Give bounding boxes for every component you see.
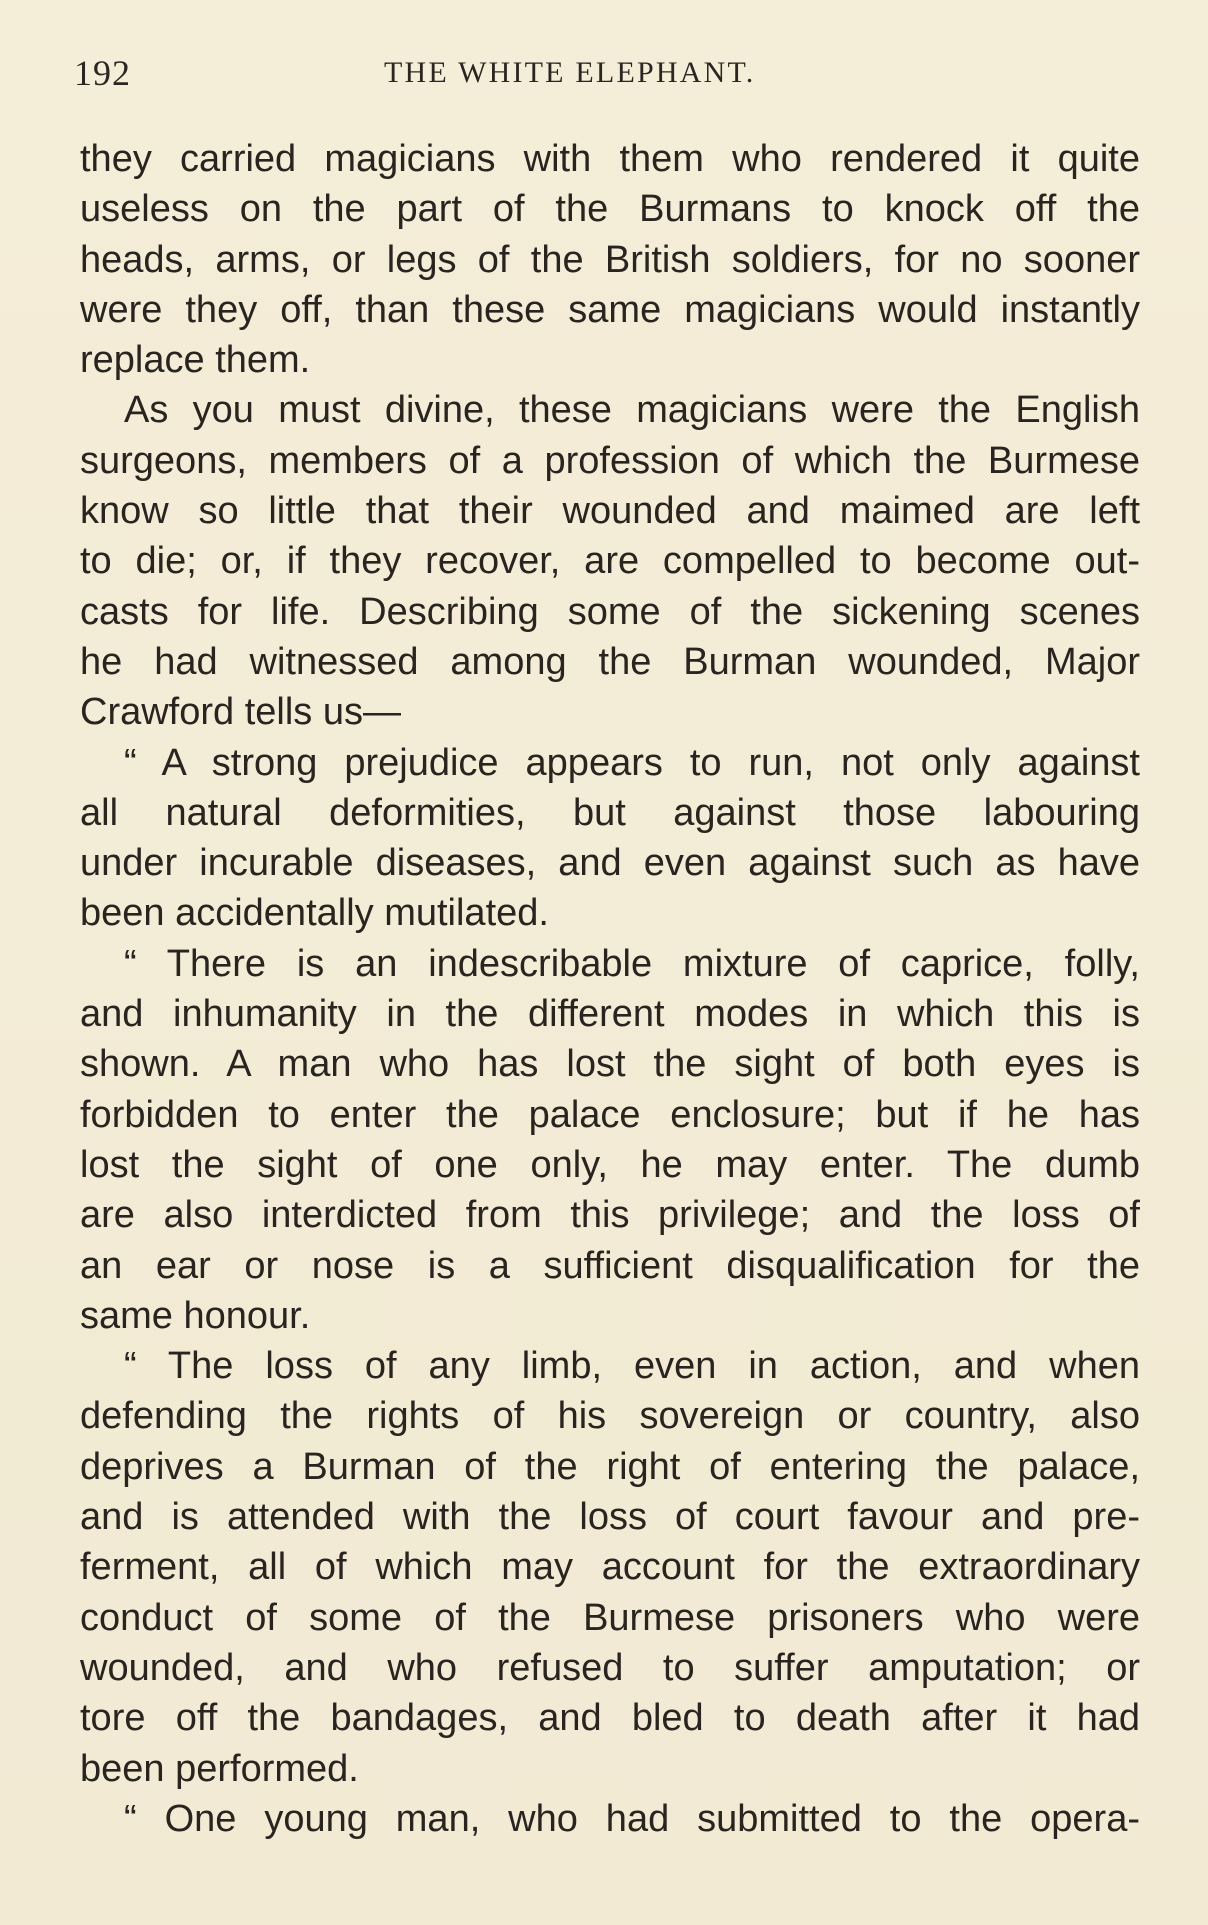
text-line: conduct of some of the Burmese prisoners who were — [80, 1596, 1140, 1639]
text-line: Crawford tells us— — [80, 691, 401, 734]
text-line: “ There is an indescribable mixture of caprice, folly, — [124, 942, 1140, 985]
text-line: under incurable diseases, and even against such as have — [80, 842, 1140, 885]
text-line: deprives a Burman of the right of entering the palace, — [80, 1445, 1140, 1488]
text-line: As you must divine, these magicians were the English — [124, 389, 1140, 432]
text-line: an ear or nose is a sufficient disqualification for the — [80, 1244, 1140, 1287]
text-line: useless on the part of the Burmans to knock off the — [80, 188, 1140, 231]
text-line: ferment, all of which may account for the extraordinary — [80, 1546, 1140, 1589]
text-line: “ The loss of any limb, even in action, and when — [124, 1345, 1140, 1388]
text-line: tore off the bandages, and bled to death after it had — [80, 1697, 1140, 1740]
text-line: and is attended with the loss of court favour and pre- — [80, 1496, 1140, 1539]
text-line: “ One young man, who had submitted to the opera- — [124, 1797, 1140, 1840]
text-line: he had witnessed among the Burman wounded, Major — [80, 640, 1140, 683]
text-line: been accidentally mutilated. — [80, 892, 549, 935]
text-line: forbidden to enter the palace enclosure; but if he has — [80, 1093, 1140, 1136]
text-line: know so little that their wounded and maimed are left — [80, 490, 1140, 533]
text-line: been performed. — [80, 1747, 359, 1790]
text-line: same honour. — [80, 1294, 311, 1337]
text-line: shown. A man who has lost the sight of both eyes is — [80, 1043, 1140, 1086]
text-line: replace them. — [80, 339, 311, 382]
body-text — [80, 134, 1140, 1844]
text-line: defending the rights of his sovereign or country, also — [80, 1395, 1140, 1438]
text-line: to die; or, if they recover, are compelled to become out- — [80, 540, 1140, 583]
text-line: surgeons, members of a profession of which the Burmese — [80, 439, 1140, 482]
text-line: all natural deformities, but against those labouring — [80, 791, 1140, 834]
text-line: and inhumanity in the different modes in which this is — [80, 993, 1140, 1036]
text-line: are also interdicted from this privilege; and the loss of — [80, 1194, 1140, 1237]
text-line: casts for life. Describing some of the sickening scenes — [80, 590, 1140, 633]
running-head: THE WHITE ELEPHANT. — [384, 56, 756, 89]
page-header — [74, 52, 1134, 102]
text-line: they carried magicians with them who rendered it quite — [80, 138, 1140, 180]
text-line: were they off, than these same magicians would instantly — [80, 288, 1140, 331]
text-line: wounded, and who refused to suffer amputation; or — [80, 1646, 1140, 1689]
text-line: heads, arms, or legs of the British soldiers, for no sooner — [80, 238, 1140, 281]
page-number: 192 — [74, 53, 131, 93]
text-line: lost the sight of one only, he may enter. The dumb — [80, 1143, 1140, 1186]
text-line: “ A strong prejudice appears to run, not only against — [124, 741, 1140, 784]
